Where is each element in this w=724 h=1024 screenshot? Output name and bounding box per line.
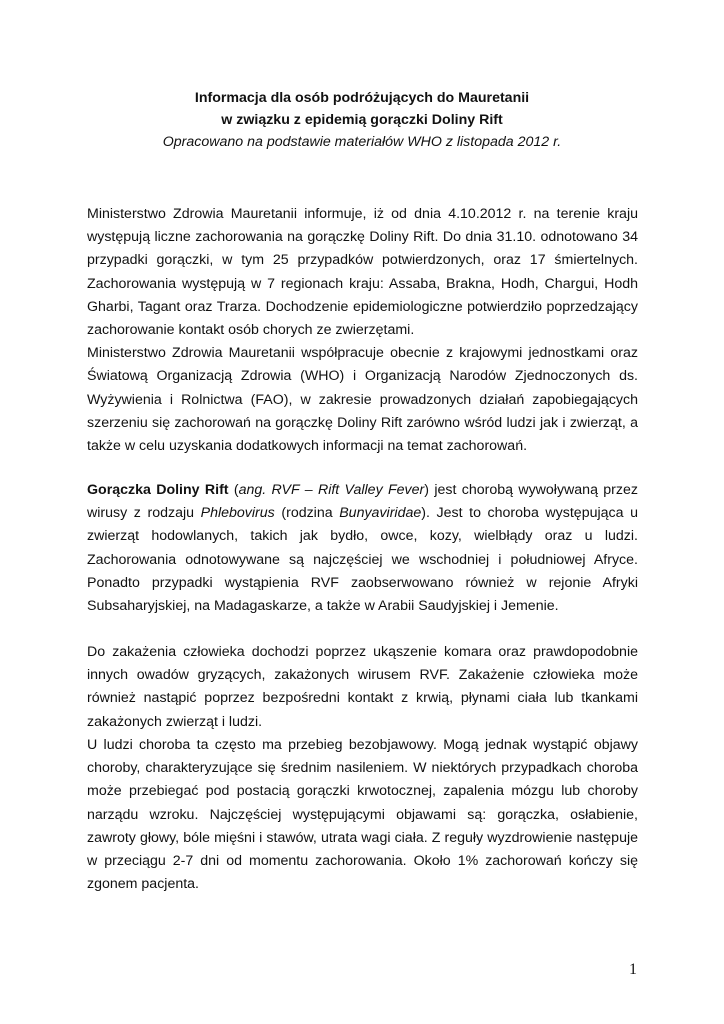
section-symptoms: [87, 734, 638, 896]
paragraph-disease-description: [87, 479, 638, 618]
disease-abbreviation: ang. RVF – Rift Valley Fever: [238, 482, 425, 498]
text-open-paren: (: [228, 482, 239, 498]
virus-genus: Phlebovirus: [200, 505, 275, 522]
section-disease-description: [87, 479, 638, 618]
text-segment-a: ) jest chorobą wywoływaną przez wirusy z rodzaju: [87, 482, 638, 522]
paragraph-situation: Ministerstwo Zdrowia Mauretanii informuje, iż od dnia 4.10.2012 r. na terenie kraju występują liczne zachorowania na gorączkę Doliny Rift. Do dnia 31.10. odnotowano 34 przypadki gorączki, w tym 25 przypadków potwierdzonych, oraz 17 śmiertelnych. Zachorowania występują w 7 regionach kraju: Assaba, Brakna, Hodh, Chargui, Hodh Gharbi, Tagant oraz Trarza. Dochodzenie epidemiologiczne potwierdziło poprzedzający zachorowanie kontakt osób chorych ze zwierzętami.: [87, 206, 638, 339]
virus-family: Bunyaviridae: [339, 505, 422, 522]
text-segment-b: (rodzina: [274, 505, 340, 522]
document-title-line-2: w związku z epidemią gorączki Doliny Rift: [221, 112, 503, 128]
section-transmission: [87, 641, 638, 734]
document-header: [0, 87, 724, 153]
paragraph-symptoms: U ludzi choroba ta często ma przebieg bezobjawowy. Mogą jednak wystąpić objawy choroby, charakteryzujące się średnim nasileniem. W niektórych przypadkach choroba może przebiegać pod postacią gorączki krwotocznej, zapalenia mózgu lub choroby narządu wzroku. Najczęściej występującymi objawami są: gorączka, osłabienie, zawroty głowy, bóle mięśni i stawów, utrata wagi ciała. Z reguły wyzdrowienie następuje w przeciągu 2-7 dni od momentu zachorowania. Około 1% zachorowań kończy się zgonem pacjenta.: [87, 737, 638, 893]
page-number: 1: [629, 961, 637, 978]
document-subtitle: Opracowano na podstawie materiałów WHO z listopada 2012 r.: [162, 134, 562, 150]
disease-term: Gorączka Doliny Rift: [87, 482, 229, 498]
document-title-line-1: Informacja dla osób podróżujących do Mauretanii: [194, 90, 530, 106]
section-situation: [87, 203, 638, 458]
paragraph-cooperation: Ministerstwo Zdrowia Mauretanii współpracuje obecnie z krajowymi jednostkami oraz Światową Organizacją Zdrowia (WHO) i Organizacją Narodów Zjednoczonych ds. Wyżywienia i Rolnictwa (FAO), w zakresie prowadzonych działań zapobiegających szerzeniu się zachorowań na gorączkę Doliny Rift zarówno wśród ludzi jak i zwierząt, a także w celu uzyskania dodatkowych informacji na temat zachorowań.: [87, 345, 638, 455]
text-segment-c: ). Jest to choroba występująca u zwierząt hodowlanych, takich jak bydło, owce, kozy, wielbłądy oraz u ludzi. Zachorowania odnotowywane są najczęściej we wschodniej i południowej Afryce. Ponadto przypadki wystąpienia RVF zaobserwowano również w rejonie Afryki Subsaharyjskiej, na Madagaskarze, a także w Arabii Saudyjskiej i Jemenie.: [87, 505, 638, 615]
paragraph-transmission: Do zakażenia człowieka dochodzi poprzez ukąszenie komara oraz prawdopodobnie innych owadów gryzących, zakażonych wirusem RVF. Zakażenie człowieka może również nastąpić poprzez bezpośredni kontakt z krwią, płynami ciała lub tkankami zakażonych zwierząt i ludzi.: [87, 644, 638, 730]
